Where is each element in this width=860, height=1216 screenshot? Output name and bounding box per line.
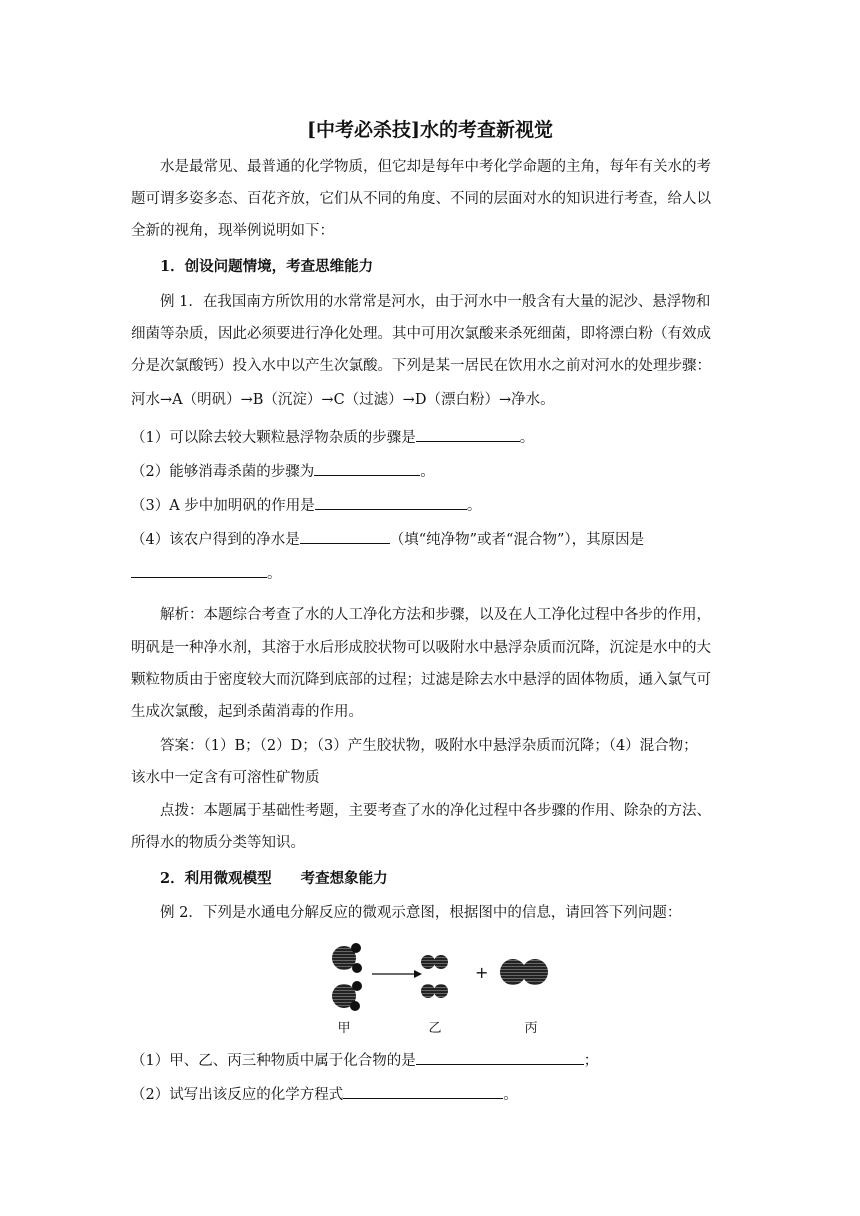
example-1-line-1: 例 1．在我国南方所饮用的水常常是河水，由于河水中一般含有大量的泥沙、悬浮物和: [160, 294, 711, 310]
example-1-line-2: 细菌等杂质，因此必须要进行净化处理。其中可用次氯酸来杀死细菌，即将漂白粉（有效成: [131, 326, 711, 342]
answer-line-2: 该水中一定含有可溶性矿物质: [131, 770, 320, 786]
answer-blank: [416, 1050, 584, 1065]
question-1-3-text: （3）A 步中加明矾的作用是: [131, 498, 315, 514]
oxygen-molecule-icon: [500, 959, 548, 985]
analysis-line-1: 解析：本题综合考查了水的人工净化方法和步骤，以及在人工净化过程中各步的作用，: [160, 607, 711, 623]
tip-line-1: 点拨：本题属于基础性考题，主要考查了水的净化过程中各步骤的作用、除杂的方法、: [160, 803, 711, 819]
question-1-2-end: 。: [420, 464, 435, 480]
intro-line-2: 题可谓多姿多态、百花齐放，它们从不同的角度、不同的层面对水的知识进行考查，给人以: [131, 191, 711, 207]
intro-line-3: 全新的视角，现举例说明如下：: [131, 223, 334, 239]
question-1-3: [131, 495, 481, 516]
question-2-1-text: （1）甲、乙、丙三种物质中属于化合物的是: [131, 1053, 416, 1069]
question-1-2-text: （2）能够消毒杀菌的步骤为: [131, 464, 315, 480]
intro-line-1: 水是最常见、最普通的化学物质，但它却是每年中考化学命题的主角，每年有关水的考: [160, 159, 711, 175]
water-electrolysis-diagram: [330, 938, 570, 1038]
water-molecule-icon: [332, 943, 362, 973]
question-2-1: [131, 1050, 598, 1071]
example-2-line: 例 2．下列是水通电分解反应的微观示意图，根据图中的信息，请回答下列问题：: [160, 905, 682, 921]
example-1-line-3: 分是次氯酸钙）投入水中以产生次氯酸。下列是某一居民在饮用水之前对河水的处理步骤：: [131, 358, 711, 374]
answer-blank: [314, 461, 420, 476]
hydrogen-molecule-icon: [421, 955, 448, 969]
question-1-4-text: （4）该农户得到的净水是: [131, 532, 300, 548]
question-1-1-text: （1）可以除去较大颗粒悬浮物杂质的步骤是: [131, 430, 416, 446]
figure-label-jia: 甲: [337, 1021, 351, 1036]
hydrogen-molecule-icon: [421, 984, 448, 998]
question-1-4-cont: [131, 563, 282, 584]
question-2-2-end: 。: [503, 1087, 518, 1103]
answer-blank: [416, 427, 520, 442]
question-1-4: [131, 529, 644, 550]
section-2-heading: 2．利用微观模型 考查想象能力: [160, 870, 388, 887]
question-1-2: [131, 461, 435, 482]
plus-sign: +: [475, 963, 489, 982]
question-2-2: [131, 1084, 518, 1105]
answer-line-1: 答案：（1）B；（2）D；（3）产生胶状物，吸附水中悬浮杂质而沉降；（4）混合物；: [160, 738, 698, 754]
question-1-4-mid: （填“纯净物”或者“混合物”），其原因是: [389, 532, 645, 548]
water-molecule-icon: [332, 981, 362, 1011]
molecule-diagram-svg: [330, 938, 570, 1038]
figure-label-bing: 丙: [524, 1021, 538, 1036]
answer-blank: [315, 495, 467, 510]
question-1-3-end: 。: [466, 498, 482, 514]
question-2-2-text: （2）试写出该反应的化学方程式: [131, 1087, 344, 1103]
figure-label-yi: 乙: [428, 1021, 442, 1036]
tip-line-2: 所得水的物质分类等知识。: [131, 835, 305, 851]
example-1-line-4: 河水→A（明矾）→B（沉淀）→C（过滤）→D（漂白粉）→净水。: [131, 392, 555, 408]
analysis-line-2: 明矾是一种净水剂，其溶于水后形成胶状物可以吸附水中悬浮杂质而沉降，沉淀是水中的大: [131, 640, 711, 656]
question-1-4-end: 。: [267, 566, 282, 582]
question-1-1-end: 。: [519, 430, 535, 446]
page-title: [中考必杀技]水的考查新视觉: [307, 119, 553, 141]
answer-blank: [343, 1084, 503, 1099]
reaction-arrow-icon: [372, 970, 422, 978]
question-2-1-end: ；: [583, 1053, 599, 1069]
answer-blank: [300, 529, 390, 544]
analysis-line-4: 生成次氯酸，起到杀菌消毒的作用。: [131, 704, 363, 720]
question-1-1: [131, 427, 534, 448]
analysis-line-3: 颗粒物质由于密度较大而沉降到底部的过程；过滤是除去水中悬浮的固体物质，通入氯气可: [131, 672, 711, 688]
section-1-heading: 1．创设问题情境，考查思维能力: [160, 258, 374, 275]
answer-blank: [131, 563, 267, 578]
